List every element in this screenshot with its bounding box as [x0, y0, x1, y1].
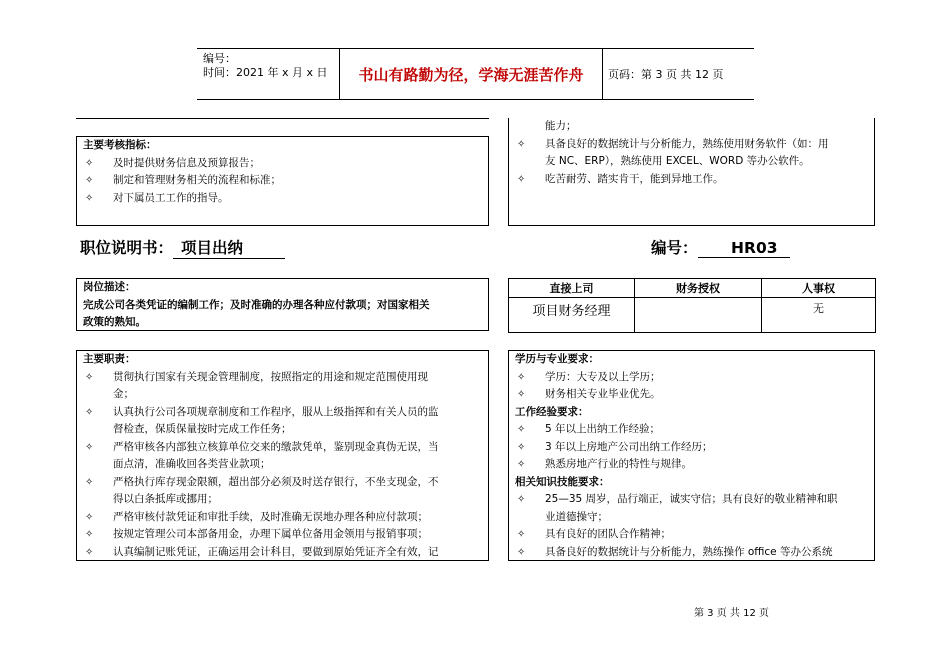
diamond-star-icon: ✧: [85, 175, 94, 186]
list-item: ✧ 学历：大专及以上学历；: [515, 369, 870, 387]
list-item: ✧ 对下属员工工作的指导。: [83, 190, 484, 208]
supervisor-cell: 项目财务经理: [509, 298, 635, 333]
diamond-star-icon: ✧: [85, 371, 94, 383]
table-header: 人事权: [762, 279, 876, 298]
list-item: ✧ 严格审核各内部独立核算单位交来的缴款凭单，鉴别现金真伪无误，当: [83, 439, 484, 457]
list-item: ✧ 按规定管理公司本部备用金，办理下属单位备用金领用与报销事项；: [83, 526, 484, 544]
time-label: 时间：2021 年 x 月 x 日: [203, 66, 328, 79]
top-rule: [76, 118, 489, 119]
diamond-star-icon: ✧: [517, 441, 526, 453]
list-item: ✧ 及时提供财务信息及预算报告；: [83, 155, 484, 173]
education-title: 学历与专业要求：: [515, 353, 599, 365]
kpi-title: 主要考核指标：: [83, 139, 157, 151]
list-item-continuation: 金；: [113, 388, 134, 400]
job-code-label: 编号：: [651, 239, 698, 257]
list-item: ✧ 财务相关专业毕业优先。: [515, 386, 870, 404]
diamond-star-icon: ✧: [85, 529, 94, 540]
diamond-star-icon: ✧: [517, 546, 526, 558]
list-item: ✧ 具备良好的数据统计与分析能力，熟练使用财务软件（如：用: [515, 136, 870, 154]
duties-title: 主要职责：: [83, 353, 136, 365]
authority-table: [508, 278, 876, 333]
job-code-value: HR03: [698, 239, 790, 258]
diamond-star-icon: ✧: [517, 173, 526, 185]
list-item: ✧ 贯彻执行国家有关现金管理制度，按照指定的用途和规定范围使用现: [83, 369, 484, 387]
diamond-star-icon: ✧: [517, 138, 526, 150]
list-item: ✧ 5 年以上出纳工作经验；: [515, 421, 870, 439]
list-item: ✧ 制定和管理财务相关的流程和标准；: [83, 172, 484, 190]
description-title: 岗位描述：: [83, 281, 136, 293]
number-label: 编号：: [203, 52, 236, 65]
list-item: ✧ 具备良好的数据统计与分析能力，熟练操作 office 等办公系统: [515, 544, 870, 562]
experience-title: 工作经验要求：: [515, 405, 589, 418]
list-item: ✧ 严格执行库存现金限额，超出部分必须及时送存银行，不坐支现金，不: [83, 474, 484, 492]
description-line: 政策的熟知。: [83, 316, 146, 328]
diamond-star-icon: ✧: [85, 476, 94, 488]
list-item-continuation: 督检查，保质保量按时完成工作任务；: [113, 423, 292, 435]
duties-box: [76, 350, 489, 561]
list-item: ✧ 认真编制记账凭证，正确运用会计科目，要做到原始凭证齐全有效，记: [83, 544, 484, 562]
list-item: ✧ 严格审核付款凭证和审批手续，及时准确无误地办理各种应付款项；: [83, 509, 484, 527]
page-number-label: 页码：第 3 页 共 12 页: [608, 68, 724, 81]
diamond-star-icon: ✧: [85, 157, 94, 169]
list-item: ✧ 3 年以上房地产公司出纳工作经历；: [515, 439, 870, 457]
job-title-label: 职位说明书：: [80, 239, 174, 257]
footer-page-number: 第 3 页 共 12 页: [694, 608, 769, 619]
diamond-star-icon: ✧: [85, 546, 94, 558]
job-code-row: [651, 236, 790, 258]
kpi-box: [76, 136, 489, 226]
hr-auth-cell: 无: [762, 298, 876, 333]
list-item: ✧ 熟悉房地产行业的特性与规律。: [515, 456, 870, 474]
list-item: ✧ 认真执行公司各项规章制度和工作程序，服从上级指挥和有关人员的监: [83, 404, 484, 422]
diamond-star-icon: ✧: [517, 371, 526, 383]
description-box: [76, 278, 489, 331]
diamond-star-icon: ✧: [85, 511, 94, 523]
diamond-star-icon: ✧: [85, 441, 94, 453]
diamond-star-icon: ✧: [517, 494, 526, 505]
list-item-continuation: 友 NC、ERP），熟练使用 EXCEL、WORD 等办公软件。: [545, 155, 810, 167]
job-title-row: [80, 236, 285, 259]
diamond-star-icon: ✧: [517, 424, 526, 435]
list-item: ✧ 具有良好的团队合作精神；: [515, 526, 870, 544]
description-line: 完成公司各类凭证的编制工作；及时准确的办理各种应付款项；对国家相关: [83, 298, 430, 311]
list-item: ✧ 25—35 周岁，品行端正，诚实守信；具有良好的敬业精神和职: [515, 491, 870, 509]
page-header: [197, 48, 754, 100]
diamond-star-icon: ✧: [517, 529, 526, 540]
table-header: 财务授权: [635, 279, 762, 298]
requirements-box: [508, 350, 875, 561]
table-header: 直接上司: [509, 279, 635, 298]
diamond-star-icon: ✧: [85, 406, 94, 418]
diamond-star-icon: ✧: [85, 192, 94, 204]
list-item: ✧ 吃苦耐劳、踏实肯干，能到异地工作。: [515, 171, 870, 189]
diamond-star-icon: ✧: [517, 389, 526, 400]
list-item-continuation: 面点清，准确收回各类营业款项；: [113, 458, 271, 470]
prev-requirements-box: [508, 118, 875, 226]
continued-text: 能力；: [545, 120, 577, 132]
diamond-star-icon: ✧: [517, 459, 526, 470]
list-item-continuation: 业道德操守；: [545, 510, 608, 523]
motto: 书山有路勤为径，学海无涯苦作舟: [340, 49, 603, 99]
skills-title: 相关知识技能要求：: [515, 475, 610, 488]
list-item-continuation: 得以白条抵库或挪用；: [113, 493, 218, 505]
job-title-value: 项目出纳: [173, 236, 285, 259]
finance-auth-cell: [635, 298, 762, 333]
header-meta: [197, 49, 340, 99]
